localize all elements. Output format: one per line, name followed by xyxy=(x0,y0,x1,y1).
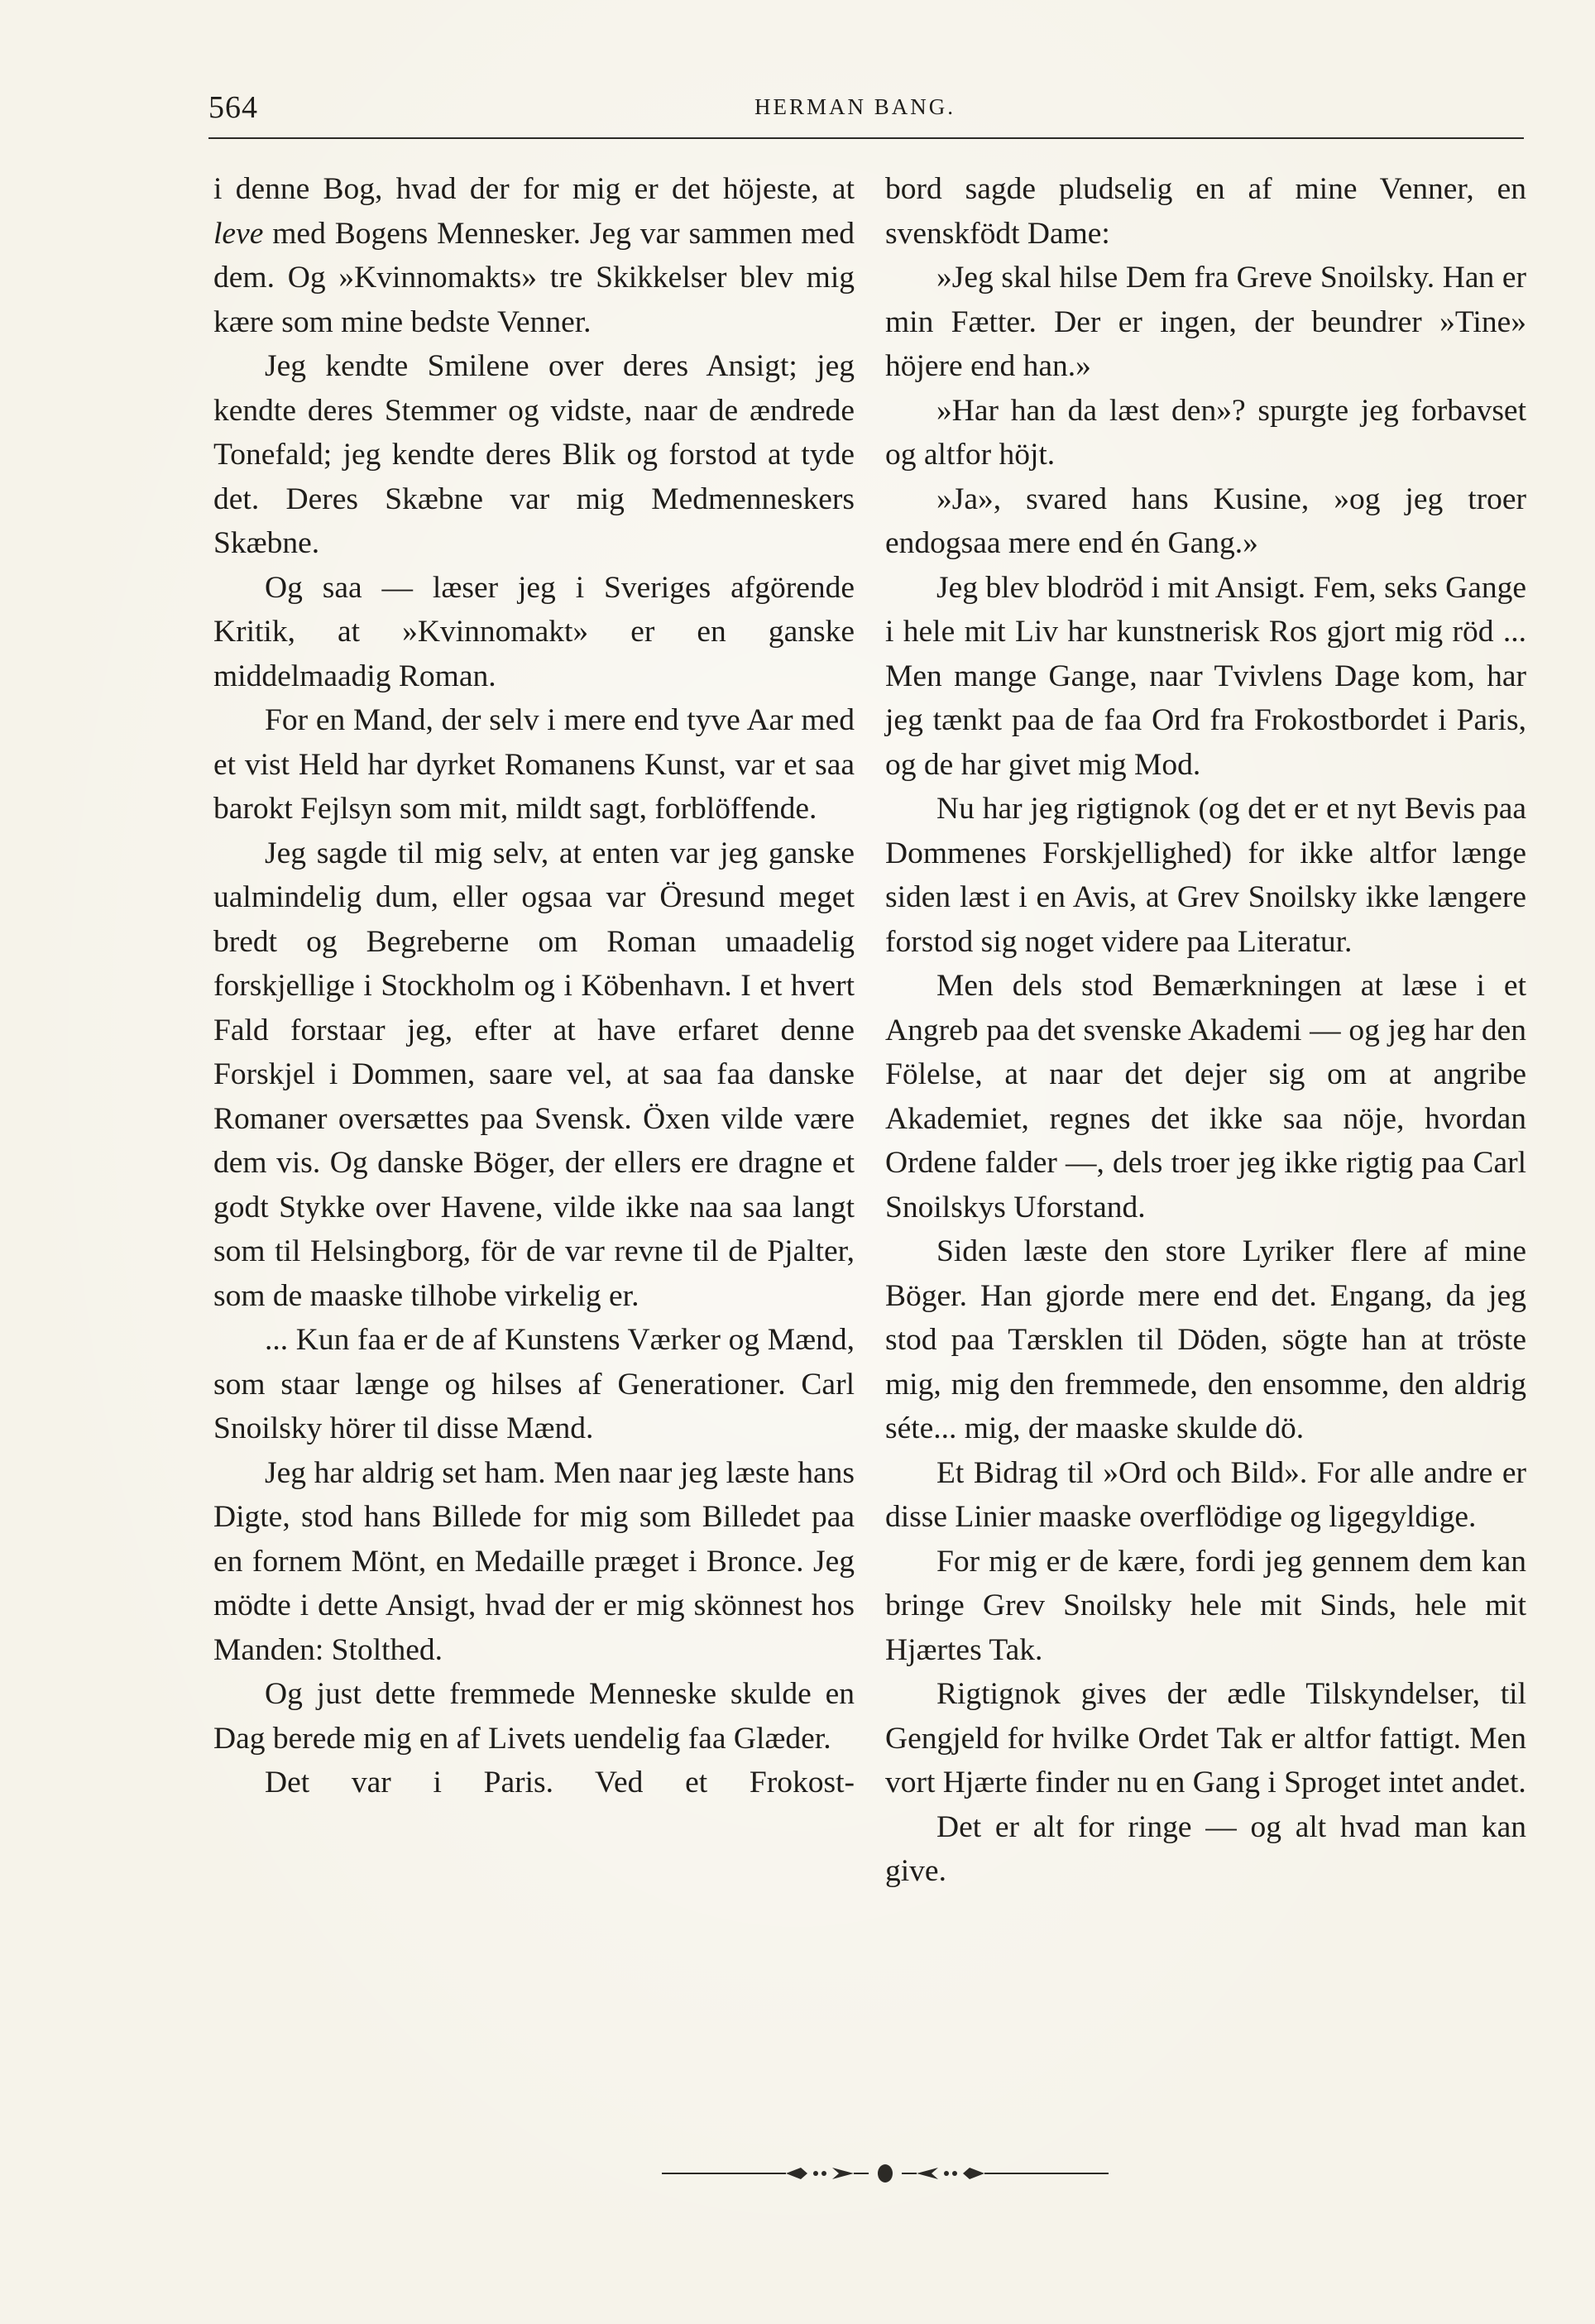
emphasis-text: leve xyxy=(213,216,264,251)
paragraph: Nu har jeg rigtignok (og det er et nyt Bevis paa Dommenes Forskjellighed) for ikke altfor længe siden læst i en Avis, at Grev Snoilsky ikke længere forstod sig noget videre paa Literatur. xyxy=(885,792,1526,959)
paragraph: Det er alt for ringe — og alt hvad man kan give. xyxy=(885,1809,1526,1888)
paragraph: Det var i Paris. Ved et Frokost- xyxy=(265,1766,855,1799)
paragraph: Og just dette fremmede Menneske skulde en Dag berede mig en af Livets uendelig faa Glæder. xyxy=(213,1677,855,1756)
paragraph: Et Bidrag til »Ord och Bild». For alle andre er disse Linier maaske overflödige og ligegyldige. xyxy=(885,1455,1526,1534)
right-column xyxy=(885,167,1526,1894)
paragraph xyxy=(213,167,855,344)
paragraph: Og saa — læser jeg i Sveriges afgörende Kritik, at »Kvinnomakt» er en ganske middelmaadig Roman. xyxy=(213,570,855,693)
page-header xyxy=(208,89,1524,139)
paragraph: For en Mand, der selv i mere end tyve Aar med et vist Held har dyrket Romanens Kunst, var et saa barokt Fejlsyn som mit, mildt sagt, forblöffende. xyxy=(213,703,855,826)
paragraph: Jeg har aldrig set ham. Men naar jeg læste hans Digte, stod hans Billede for mig som Billedet paa en fornem Mönt, en Medaille præget i Bronce. Jeg mödte i dette Ansigt, hvad der er mig skönnest hos Manden: Stolthed. xyxy=(213,1455,855,1667)
paragraph: ... Kun faa er de af Kunstens Værker og Mænd, som staar længe og hilses af Generationer. Carl Snoilsky hörer til disse Mænd. xyxy=(213,1323,855,1445)
paragraph: For mig er de kære, fordi jeg gennem dem kan bringe Grev Snoilsky hele mit Sinds, hele mit Hjærtes Tak. xyxy=(885,1544,1526,1667)
header-rule xyxy=(208,137,1524,139)
paragraph-text: med Bogens Mennesker. Jeg var sammen med dem. Og »Kvinnomakts» tre Skikkelser blev mig kære som mine bedste Venner. xyxy=(213,216,855,339)
paragraph: Rigtignok gives der ædle Tilskyndelser, til Gengjeld for hvilke Ordet Tak er altfor fattigt. Men vort Hjærte finder nu en Gang i Sproget intet andet. xyxy=(885,1677,1526,1799)
paragraph: Jeg blev blodröd i mit Ansigt. Fem, seks Gange i hele mit Liv har kunstnerisk Ros gjort mig röd ... Men mange Gange, naar Tvivlens Dage kom, har jeg tænkt paa de faa Ord fra Frokostbordet i Paris, og de har givet mig Mod. xyxy=(885,570,1526,782)
paragraph: Siden læste den store Lyriker flere af mine Böger. Han gjorde mere end det. Engang, da jeg stod paa Tærsklen til Döden, sögte han at tröste mig, mig den fremmede, den ensomme, den aldrig séte... mig, der maaske skulde dö. xyxy=(885,1234,1526,1445)
running-head: HERMAN BANG. xyxy=(754,94,956,119)
paragraph: Jeg kendte Smilene over deres Ansigt; jeg kendte deres Stemmer og vidste, naar de ændrede Tonefald; jeg kendte deres Blik og forstod at tyde det. Deres Skæbne var mig Medmenneskers Skæbne. xyxy=(213,349,855,560)
end-ornament xyxy=(662,2161,1109,2186)
paragraph: »Ja», svared hans Kusine, »og jeg troer endogsaa mere end én Gang.» xyxy=(885,482,1526,560)
page-number: 564 xyxy=(208,90,258,125)
paragraph: bord sagde pludselig en af mine Venner, en svenskfödt Dame: xyxy=(885,172,1526,251)
paragraph: Jeg sagde til mig selv, at enten var jeg ganske ualmindelig dum, eller ogsaa var Öresund meget bredt og Begreberne om Roman umaadelig forskjellige i Stockholm og i Köbenhavn. I et hvert Fald forstaar jeg, efter at have erfaret denne Forskjel i Dommen, saare vel, at saa faa danske Romaner oversættes paa Svensk. Öxen vilde være dem vis. Og danske Böger, der ellers ere dragne et godt Stykke over Havene, vilde ikke naa saa langt som til Helsingborg, för de var revne til de Pjalter, som de maaske tilhobe virkelig er. xyxy=(213,836,855,1313)
left-column xyxy=(213,167,855,1805)
paragraph: Men dels stod Bemærkningen at læse i et Angreb paa det svenske Akademi — og jeg har den Fölelse, at naar det dejer sig om at angribe Akademiet, regnes det ikke saa nöje, hvordan Ordene falder —, dels troer jeg ikke rigtig paa Carl Snoilskys Uforstand. xyxy=(885,969,1526,1224)
paragraph-text: i denne Bog, hvad der for mig er det höjeste, at xyxy=(213,172,855,206)
paragraph: »Har han da læst den»? spurgte jeg forbavset og altfor höjt. xyxy=(885,393,1526,472)
paragraph: »Jeg skal hilse Dem fra Greve Snoilsky. Han er min Fætter. Der er ingen, der beundrer »Tine» höjere end han.» xyxy=(885,261,1526,383)
